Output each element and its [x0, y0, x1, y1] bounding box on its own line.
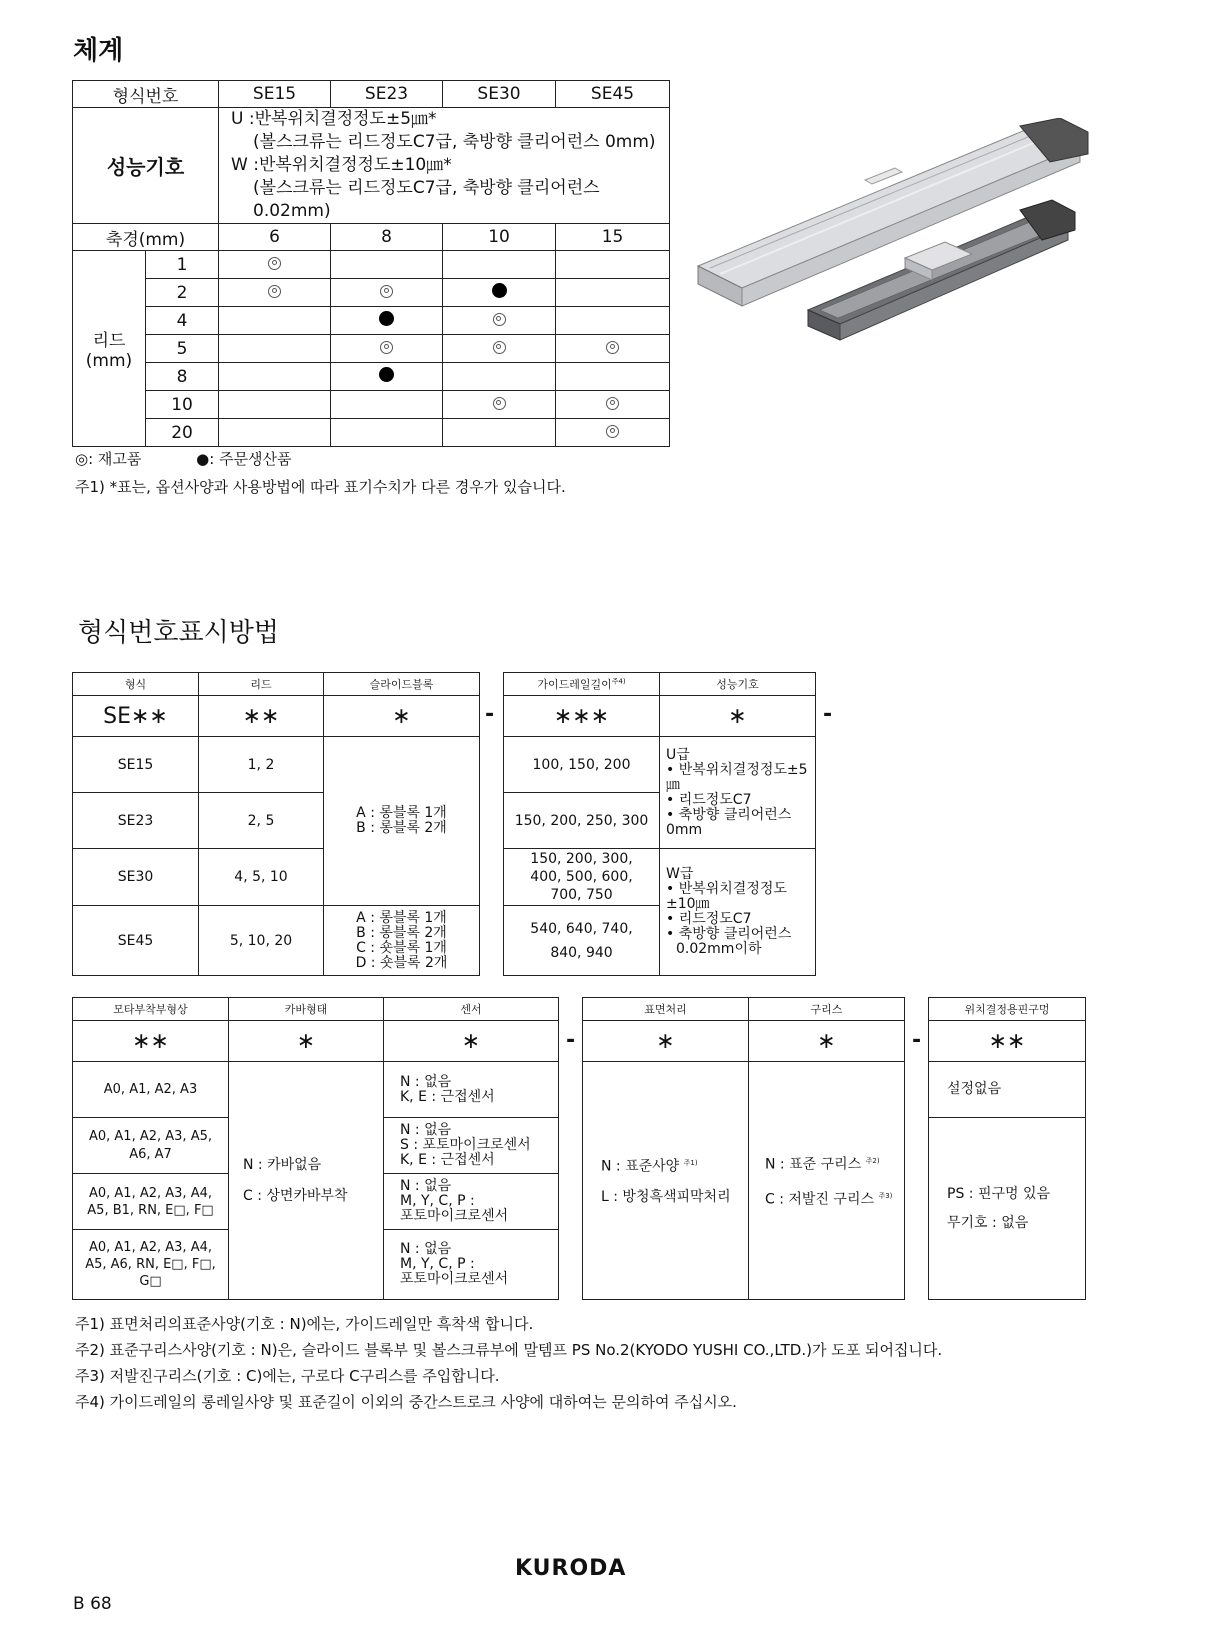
perf-line: (볼스크류는 리드정도C7급, 축방향 클리어런스 0mm): [253, 132, 656, 152]
sensor-cell: [384, 1230, 559, 1300]
kuroda-logo: KURODA: [515, 1556, 627, 1581]
availability-cell: [219, 419, 331, 447]
availability-cell: [219, 279, 331, 307]
availability-cell: [331, 363, 443, 391]
block-line: B : 롱블록 2개: [356, 820, 447, 836]
block-line: C : 숏블록 1개: [356, 939, 447, 956]
block-line: B : 롱블록 2개: [356, 924, 447, 941]
shaft-cell: 6: [219, 224, 331, 251]
perf-line: W급: [666, 866, 694, 882]
code-cell: ∗: [324, 696, 480, 737]
sensor-line: 포토마이크로센서: [400, 1271, 509, 1287]
perf-line: U :반복위치결정정도±5㎛*: [231, 109, 437, 129]
legend: [75, 448, 292, 469]
perf-line: W :반복위치결정정도±10㎛*: [231, 155, 452, 175]
lead-cell: 4, 5, 10: [199, 849, 324, 906]
availability-cell: [556, 363, 670, 391]
perf-line: 0.02mm이하: [676, 941, 762, 957]
availability-cell: [331, 391, 443, 419]
stock-symbol-icon: [380, 341, 393, 354]
surface-line: [601, 1156, 748, 1175]
format-table-a: [72, 672, 480, 976]
pin-line: 무기호 : 없음: [947, 1214, 1029, 1231]
sensor-line: N : 없음: [400, 1073, 452, 1090]
block-options: [324, 906, 480, 976]
perf-line: (볼스크류는 리드정도C7급, 축방향 클리어런스 0.02mm): [253, 178, 600, 221]
lead-value: 1: [146, 251, 219, 279]
pin-options: [929, 1118, 1086, 1300]
header-cell: 형식: [73, 673, 199, 696]
perf-line: U급: [666, 746, 690, 763]
model-cell: SE23: [331, 81, 443, 108]
cover-options: [229, 1062, 384, 1300]
perf-line: • 반복위치결정정도±10㎛: [666, 881, 787, 912]
shaft-label: 축경(mm): [73, 224, 219, 251]
order-symbol-icon: [492, 283, 507, 298]
stock-symbol-icon: [493, 341, 506, 354]
sensor-line: 포토마이크로센서: [400, 1208, 509, 1224]
header-cell: 위치결정용핀구멍: [929, 998, 1086, 1021]
header-cell: 표면처리: [583, 998, 749, 1021]
header-cell: 카바형태: [229, 998, 384, 1021]
order-symbol-icon: [379, 367, 394, 382]
grease-line: [765, 1154, 904, 1173]
model-cell: SE30: [443, 81, 556, 108]
page-number: B 68: [73, 1594, 112, 1614]
motor-cell: A0, A1, A2, A3: [73, 1062, 229, 1118]
lead-cell: 2, 5: [199, 793, 324, 849]
lead-row: [73, 419, 670, 447]
order-symbol-icon: [379, 311, 394, 326]
code-cell: ∗: [660, 696, 816, 737]
lead-row: [73, 279, 670, 307]
perf-label: 성능기호: [73, 108, 219, 224]
motor-cell: A0, A1, A2, A3, A5, A6, A7: [73, 1118, 229, 1174]
availability-cell: [443, 419, 556, 447]
block-options: [324, 737, 480, 906]
model-label: 형식번호: [73, 81, 219, 108]
stock-symbol-icon: [268, 257, 281, 270]
code-cell: ∗∗: [73, 1021, 229, 1062]
cover-line: C : 상면카바부착: [243, 1187, 348, 1204]
code-cell: ∗∗∗: [504, 696, 660, 737]
header-cell: 모타부착부형상: [73, 998, 229, 1021]
grease-label: N : 표준 구리스: [765, 1156, 862, 1173]
actuator-product-image: [690, 118, 1090, 358]
stock-symbol-icon: [606, 341, 619, 354]
sensor-line: K, E : 근접센서: [400, 1088, 495, 1105]
lead-cell: 5, 10, 20: [199, 906, 324, 976]
availability-cell: [556, 419, 670, 447]
availability-cell: [556, 307, 670, 335]
lead-row: [73, 307, 670, 335]
code-cell: ∗∗: [929, 1021, 1086, 1062]
availability-cell: [219, 363, 331, 391]
availability-cell: [443, 335, 556, 363]
header-cell: 리드: [199, 673, 324, 696]
code-cell: ∗: [384, 1021, 559, 1062]
availability-cell: [556, 391, 670, 419]
section-title: 형식번호표시방법: [78, 618, 279, 648]
perf-description: [219, 108, 670, 224]
availability-cell: [331, 307, 443, 335]
separator-dash: -: [566, 1028, 576, 1053]
length-cell: 540, 640, 740, 840, 940: [504, 906, 660, 976]
format-table-d: [582, 997, 905, 1300]
availability-cell: [443, 279, 556, 307]
availability-cell: [219, 391, 331, 419]
header-cell: 구리스: [749, 998, 905, 1021]
model-cell: SE30: [73, 849, 199, 906]
stock-symbol-icon: [493, 313, 506, 326]
availability-cell: [443, 391, 556, 419]
note-ref: 주3): [878, 1191, 893, 1200]
model-cell: SE45: [556, 81, 670, 108]
motor-cell: A0, A1, A2, A3, A4, A5, B1, RN, E□, F□: [73, 1174, 229, 1230]
sensor-cell: [384, 1174, 559, 1230]
model-cell: SE23: [73, 793, 199, 849]
availability-cell: [219, 335, 331, 363]
stock-symbol-icon: [606, 425, 619, 438]
availability-cell: [219, 307, 331, 335]
grease-label: C : 저발진 구리스: [765, 1191, 874, 1208]
model-cell: SE45: [73, 906, 199, 976]
sensor-line: M, Y, C, P :: [400, 1193, 475, 1209]
code-cell: SE∗∗: [73, 696, 199, 737]
lead-value: 4: [146, 307, 219, 335]
availability-cell: [556, 251, 670, 279]
length-cell: 150, 200, 250, 300: [504, 793, 660, 849]
legend-order: ●: 주문생산품: [196, 450, 292, 468]
lead-value: 2: [146, 279, 219, 307]
availability-cell: [331, 335, 443, 363]
lead-label-line: 리드: [92, 331, 126, 351]
availability-cell: [556, 335, 670, 363]
stock-symbol-icon: [606, 397, 619, 410]
note-line: 주2) 표준구리스사양(기호 : N)은, 슬라이드 블록부 및 볼스크류부에 말템프 PS No.2(KYODO YUSHI CO.,LTD.)가 도포 되어집니다.: [75, 1341, 943, 1359]
perf-w: [660, 849, 816, 976]
separator-dash: -: [912, 1028, 922, 1053]
stock-symbol-icon: [380, 285, 393, 298]
length-cell: 100, 150, 200: [504, 737, 660, 793]
lead-row: [73, 251, 670, 279]
availability-cell: [443, 251, 556, 279]
lead-row: [73, 391, 670, 419]
model-cell: SE15: [73, 737, 199, 793]
lead-label-line: (mm): [85, 351, 133, 371]
availability-cell: [331, 279, 443, 307]
perf-line: • 리드정도C7: [666, 791, 752, 808]
perf-line: • 리드정도C7: [666, 911, 752, 927]
block-line: A : 롱블록 1개: [356, 909, 447, 926]
block-line: D : 숏블록 2개: [355, 954, 448, 971]
grease-line: [765, 1189, 904, 1208]
availability-cell: [219, 251, 331, 279]
lead-value: 8: [146, 363, 219, 391]
sensor-line: S : 포토마이크로센서: [400, 1137, 531, 1153]
format-table-c: [72, 997, 559, 1300]
note-line: 주1) 표면처리의표준사양(기호 : N)에는, 가이드레일만 흑착색 합니다.: [75, 1315, 534, 1333]
lead-row: [73, 335, 670, 363]
grease-options: [749, 1062, 905, 1300]
motor-cell: A0, A1, A2, A3, A4, A5, A6, RN, E□, F□, G□: [73, 1230, 229, 1300]
format-table-b: [503, 672, 816, 976]
lead-cell: 1, 2: [199, 737, 324, 793]
lead-value: 20: [146, 419, 219, 447]
system-table: [72, 80, 670, 447]
sensor-line: N : 없음: [400, 1122, 452, 1138]
pin-none: 설정없음: [929, 1062, 1086, 1118]
pin-line: PS : 핀구멍 있음: [947, 1185, 1051, 1202]
sensor-line: K, E : 근접센서: [400, 1152, 495, 1168]
shaft-cell: 15: [556, 224, 670, 251]
note-line: 주4) 가이드레일의 롱레일사양 및 표준길이 이외의 중간스트로크 사양에 대하여는 문의하여 주십시오.: [75, 1393, 737, 1411]
surface-label: N : 표준사양: [601, 1158, 680, 1175]
perf-u: [660, 737, 816, 849]
section-title: 체계: [73, 36, 124, 66]
sensor-line: M, Y, C, P :: [400, 1256, 475, 1272]
perf-line: • 축방향 클리어런스 0mm: [666, 806, 792, 838]
separator-dash: -: [485, 702, 495, 727]
code-cell: ∗: [583, 1021, 749, 1062]
code-cell: ∗: [229, 1021, 384, 1062]
code-cell: ∗∗: [199, 696, 324, 737]
perf-line: • 축방향 클리어런스: [666, 926, 792, 942]
shaft-cell: 10: [443, 224, 556, 251]
surface-line: L : 방청흑색피막처리: [601, 1189, 731, 1206]
lead-label: [73, 251, 146, 447]
header-cell: 센서: [384, 998, 559, 1021]
surface-options: [583, 1062, 749, 1300]
note-ref: 주1): [683, 1158, 698, 1167]
note: 주1) *표는, 옵션사양과 사용방법에 따라 표기수치가 다른 경우가 있습니다.: [75, 478, 566, 496]
length-cell: 150, 200, 300, 400, 500, 600, 700, 750: [504, 849, 660, 906]
header-cell: 슬라이드블록: [324, 673, 480, 696]
header-cell: [504, 673, 660, 696]
block-line: A : 롱블록 1개: [356, 805, 447, 821]
lead-value: 5: [146, 335, 219, 363]
availability-cell: [331, 251, 443, 279]
sensor-cell: [384, 1062, 559, 1118]
shaft-cell: 8: [331, 224, 443, 251]
format-table-e: [928, 997, 1086, 1300]
lead-value: 10: [146, 391, 219, 419]
cover-line: N : 카바없음: [243, 1156, 322, 1173]
perf-line: • 반복위치결정정도±5㎛: [666, 761, 808, 793]
header-note: 주4): [611, 677, 626, 686]
lead-row: [73, 363, 670, 391]
stock-symbol-icon: [268, 285, 281, 298]
sensor-line: N : 없음: [400, 1178, 452, 1194]
sensor-cell: [384, 1118, 559, 1174]
header-label: 가이드레일길이: [537, 678, 612, 691]
availability-cell: [331, 419, 443, 447]
availability-cell: [556, 279, 670, 307]
sensor-line: N : 없음: [400, 1241, 452, 1257]
model-cell: SE15: [219, 81, 331, 108]
availability-cell: [443, 307, 556, 335]
code-cell: ∗: [749, 1021, 905, 1062]
notes: [75, 1311, 1175, 1415]
stock-symbol-icon: [493, 397, 506, 410]
note-ref: 주2): [865, 1156, 880, 1165]
availability-cell: [443, 363, 556, 391]
legend-stock: ◎: 재고품: [75, 450, 142, 468]
separator-dash: -: [823, 702, 833, 727]
note-line: 주3) 저발진구리스(기호 : C)에는, 구로다 C구리스를 주입합니다.: [75, 1367, 500, 1385]
header-cell: 성능기호: [660, 673, 816, 696]
